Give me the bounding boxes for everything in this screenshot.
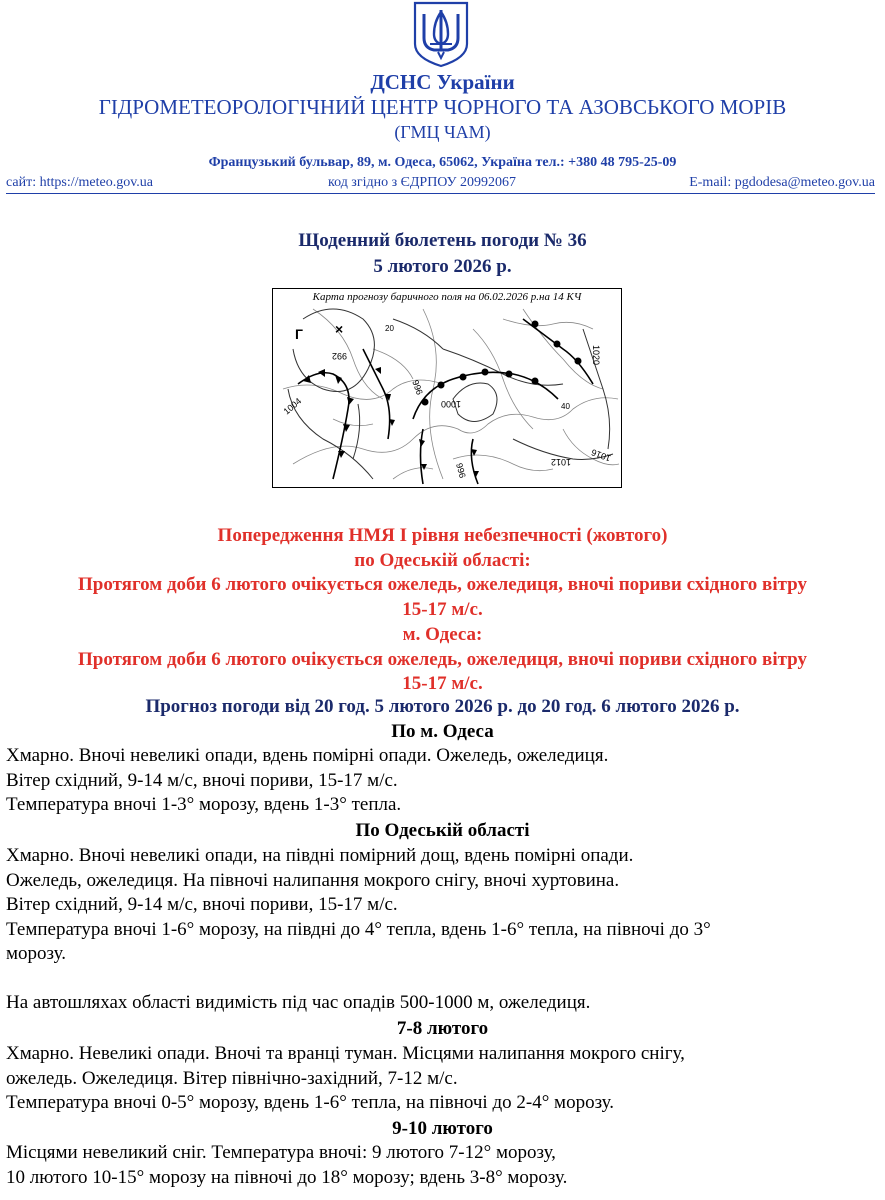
isobar-label: 992 <box>331 351 347 361</box>
svg-text:Г: Г <box>295 326 303 342</box>
isobar-label: 996 <box>454 461 468 480</box>
isobar-label: 40 <box>561 402 570 411</box>
warning-region-text-cont: 15-17 м/с. <box>402 599 483 621</box>
org-abbreviation: (ГМЦ ЧАМ) <box>394 122 491 142</box>
region-heading: По Одеській області <box>355 820 530 841</box>
region-line: Ожеледь, ожеледиця. На півночі налипання мокрого снігу, вночі хуртовина. <box>6 869 620 891</box>
isobar-label: 996 <box>410 378 425 397</box>
odesa-line: Температура вночі 1-3° морозу, вдень 1-3° тепла. <box>6 794 402 816</box>
warning-city: м. Одеса: <box>402 623 483 645</box>
isobar-label: 1000 <box>440 399 461 409</box>
days-9-10-line: Місцями невеликий сніг. Температура вночі: 9 лютого 7-12° морозу, <box>6 1142 556 1163</box>
odesa-line: Вітер східний, 9-14 м/с, вночі пориви, 15-17 м/с. <box>6 769 398 791</box>
days-7-8-forecast <box>6 1042 876 1116</box>
svg-text:×: × <box>335 321 344 337</box>
days-9-10-line: 10 лютого 10-15° морозу на півночі до 18° морозу; вдень 3-8° морозу. <box>6 1166 568 1188</box>
odesa-line: Хмарно. Вночі невеликі опади, вдень помірні опади. Ожеледь, ожеледиця. <box>6 745 609 766</box>
region-line: Вітер східний, 9-14 м/с, вночі пориви, 15-17 м/с. <box>6 894 398 916</box>
warning-region-text: Протягом доби 6 лютого очікується ожеледь, ожеледиця, вночі пориви східного вітру <box>78 574 807 596</box>
isobar-label: 1012 <box>550 457 571 467</box>
pressure-forecast-map <box>272 288 622 488</box>
warning-city-text: Протягом доби 6 лютого очікується ожеледь, ожеледиця, вночі пориви східного вітру <box>78 648 807 670</box>
isobar-label: 1004 <box>281 395 304 417</box>
bulletin-title: Щоденний бюлетень погоди № 36 <box>298 230 587 251</box>
coat-of-arms-icon <box>412 0 470 68</box>
days-7-8-line: ожеледь. Ожеледиця. Вітер північно-західний, 7-12 м/с. <box>6 1067 458 1089</box>
days-7-8-heading: 7-8 лютого <box>396 1018 489 1039</box>
hazard-warning-block <box>0 524 885 697</box>
isobar-label: 20 <box>385 324 394 333</box>
roads-note: На автошляхах області видимість під час опадів 500-1000 м, ожеледиця. <box>6 992 591 1013</box>
region-forecast <box>6 844 876 967</box>
region-line: морозу. <box>6 943 66 965</box>
email-link[interactable]: E-mail: pgdodesa@meteo.gov.ua <box>689 175 875 190</box>
site-link[interactable]: сайт: https://meteo.gov.ua <box>6 175 154 190</box>
org-short-name: ДСНС України <box>370 70 515 94</box>
days-9-10-forecast <box>6 1141 876 1190</box>
edrpou-code: код згідно з ЄДРПОУ 20992067 <box>328 175 517 190</box>
forecast-title: Прогноз погоди від 20 год. 5 лютого 2026 р. до 20 год. 6 лютого 2026 р. <box>145 696 740 717</box>
org-full-name: ГІДРОМЕТЕОРОЛОГІЧНИЙ ЦЕНТР ЧОРНОГО ТА АЗОВСЬКОГО МОРІВ <box>98 95 787 119</box>
warning-city-text-cont: 15-17 м/с. <box>402 673 483 695</box>
map-drawing <box>273 289 621 487</box>
bulletin-title-block <box>0 228 885 280</box>
odesa-forecast <box>6 744 876 818</box>
region-line: Температура вночі 1-6° морозу, на півдні до 4° тепла, вдень 1-6° тепла, на півночі до 3° <box>6 918 711 940</box>
days-9-10-heading: 9-10 лютого <box>392 1118 493 1139</box>
warning-title: Попередження НМЯ І рівня небезпечності (жовтого) <box>217 525 668 546</box>
region-line: Хмарно. Вночі невеликі опади, на півдні помірний дощ, вдень помірні опади. <box>6 845 634 866</box>
bulletin-date: 5 лютого 2026 р. <box>373 256 512 277</box>
odesa-heading: По м. Одеса <box>391 721 494 742</box>
days-7-8-line: Температура вночі 0-5° морозу, вдень 1-6° тепла, на півночі до 2-4° морозу. <box>6 1092 615 1114</box>
map-caption: Карта прогнозу баричного поля на 06.02.2026 р.на 14 КЧ <box>312 291 582 303</box>
isobar-label: 1020 <box>591 345 601 366</box>
warning-region: по Одеській області: <box>354 549 531 571</box>
isobar-label: 1016 <box>589 447 613 464</box>
org-address: Французький бульвар, 89, м. Одеса, 65062, Україна тел.: +380 48 795-25-09 <box>208 155 677 170</box>
contacts-line <box>6 173 875 194</box>
days-7-8-line: Хмарно. Невеликі опади. Вночі та вранці туман. Місцями налипання мокрого снігу, <box>6 1043 685 1064</box>
